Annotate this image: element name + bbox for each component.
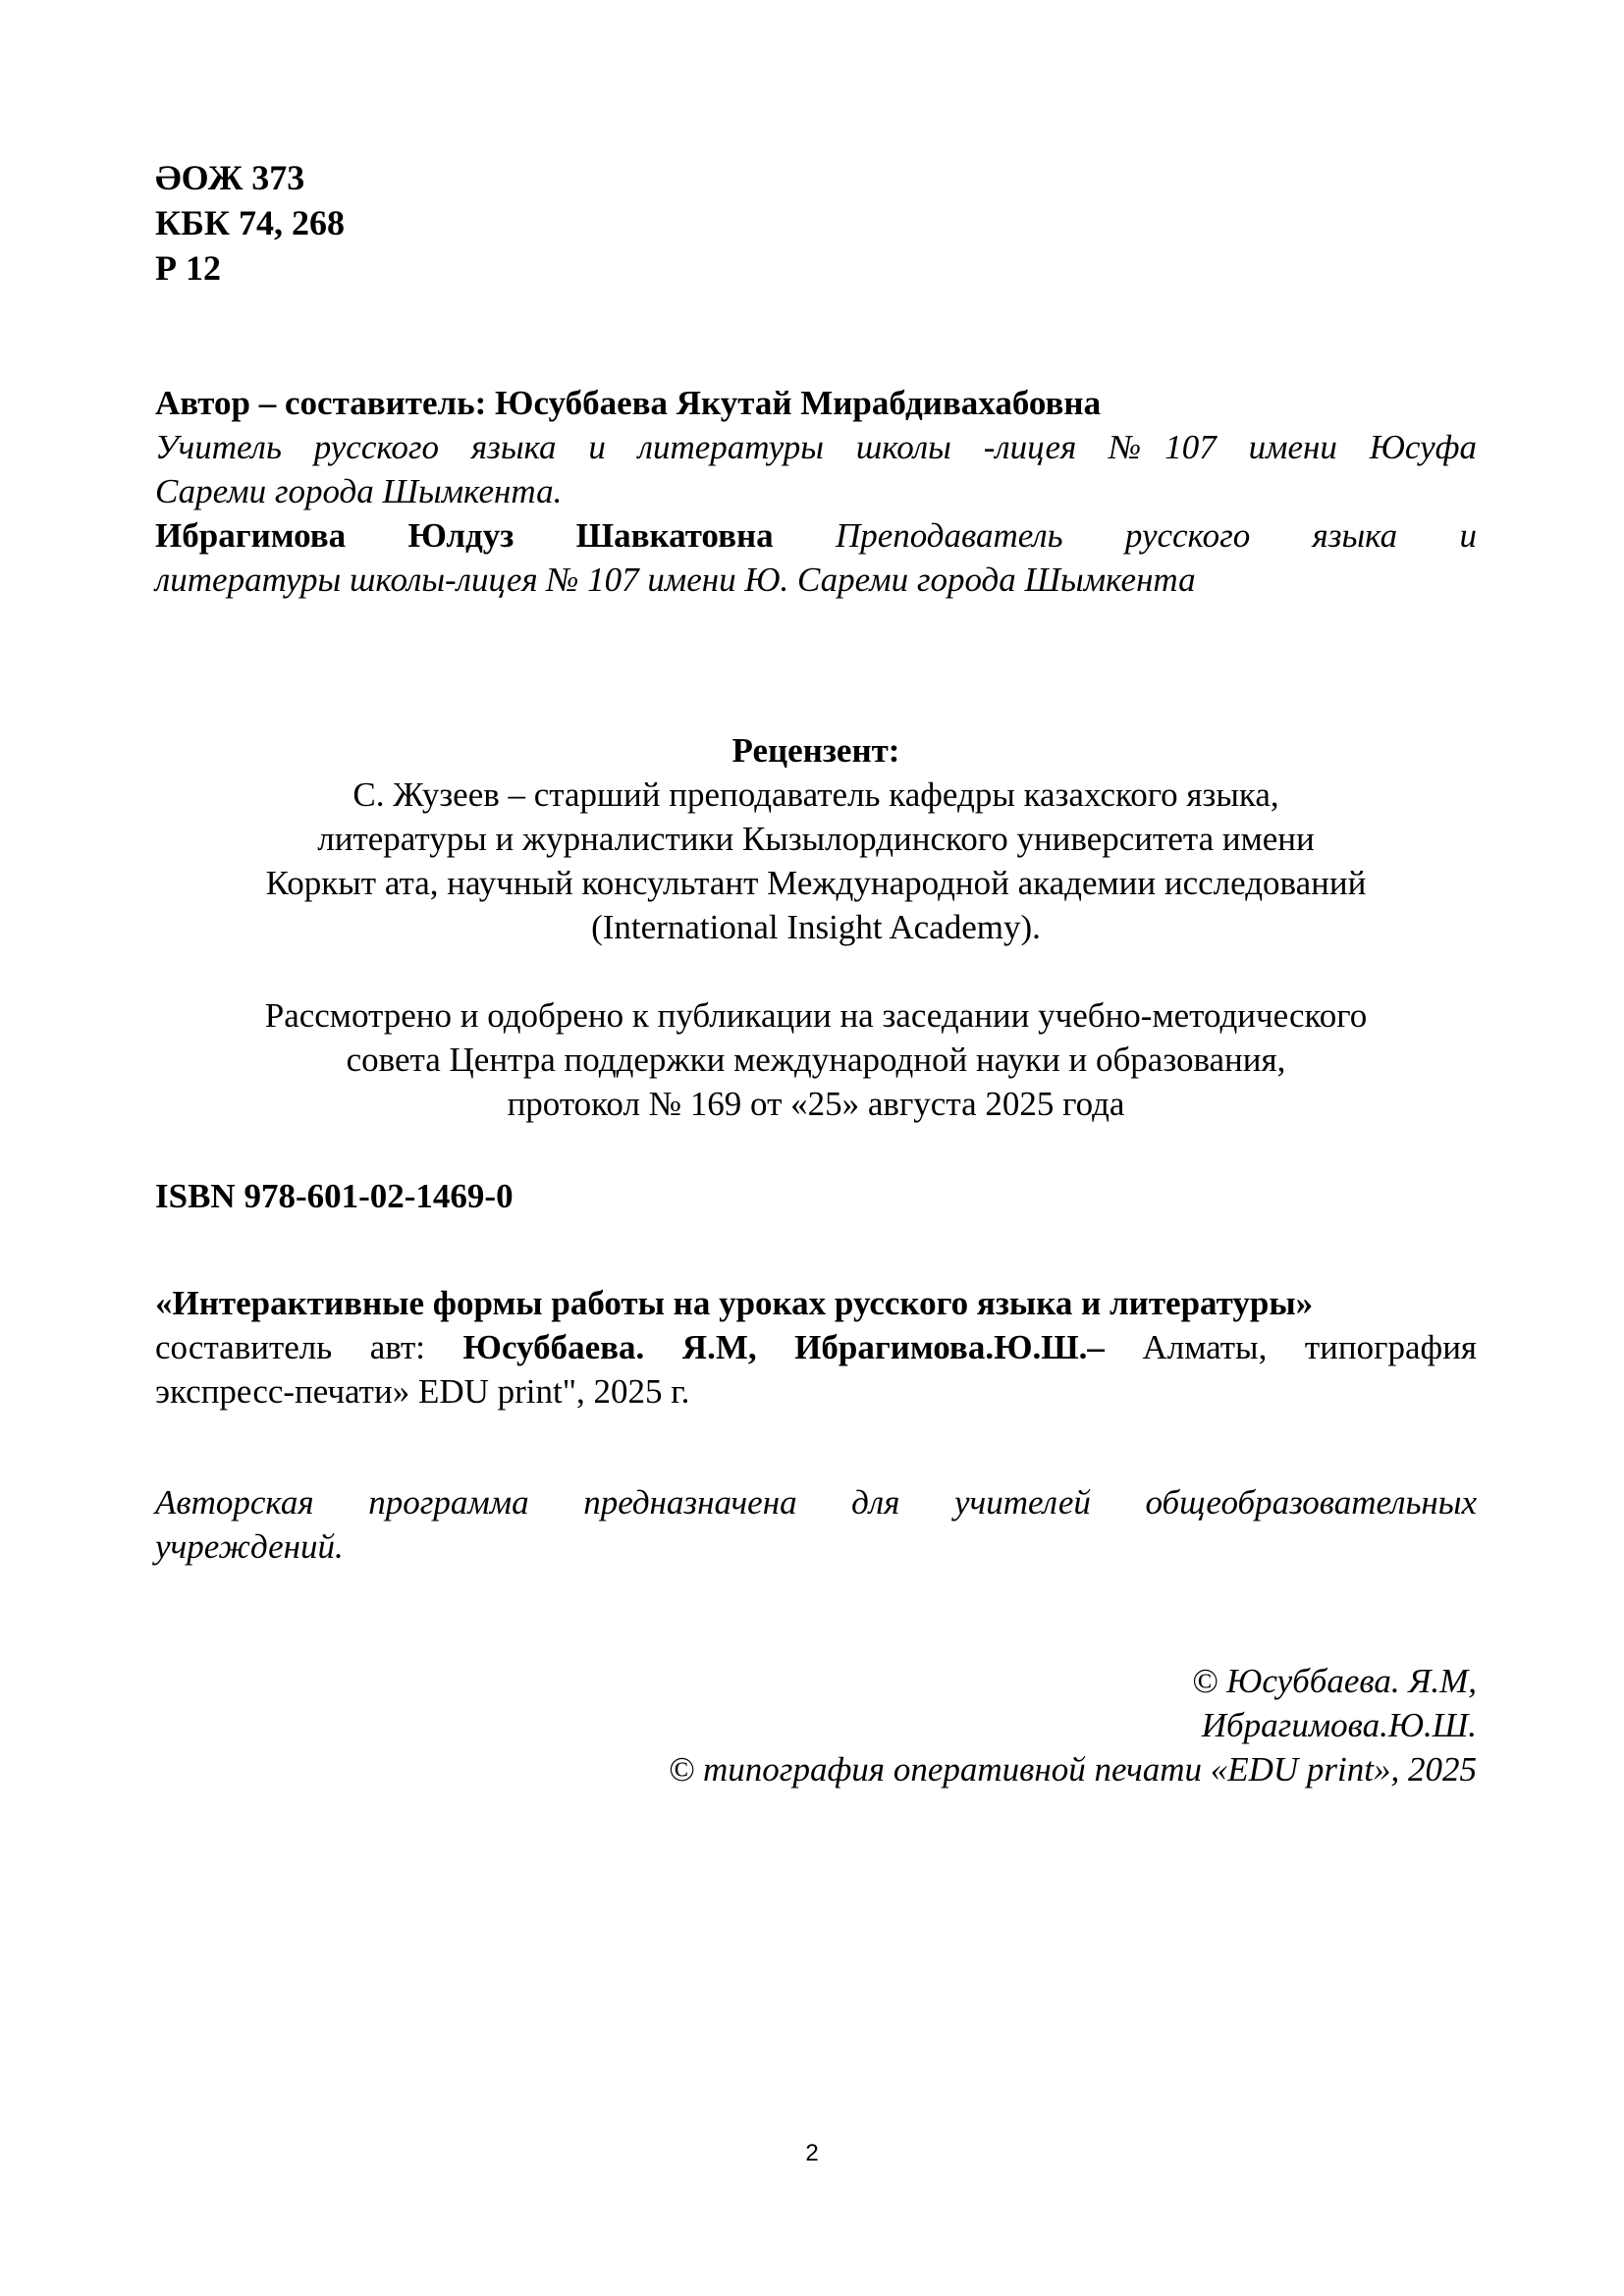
reviewer-heading: Рецензент: (731, 731, 900, 770)
approval-line: совета Центра поддержки международной науки и образования, (346, 1041, 1286, 1079)
author1-name: Юсуббаева Якутай Мирабдивахабовна (495, 384, 1102, 422)
reviewer-line: Коркыт ата, научный консультант Международной академии исследований (265, 864, 1367, 902)
reviewer-line: (International Insight Academy). (591, 908, 1041, 946)
citation-line2 (155, 1325, 1477, 1369)
author2-role-line2: литературы школы-лицея № 107 имени Ю. Сареми города Шымкента (155, 561, 1196, 599)
author2-role-line1: Преподаватель русского языка и (835, 516, 1477, 555)
reviewer-line: литературы и журналистики Кызылординского университета имени (317, 820, 1315, 858)
reviewer-section (155, 728, 1477, 949)
publisher-line1: Алматы, типография (1142, 1328, 1478, 1366)
reviewer-line: С. Жузеев – старший преподаватель кафедры казахского языка, (352, 775, 1279, 814)
author1-heading (155, 381, 1477, 425)
page-number: 2 (805, 2140, 819, 2166)
purpose-line1: Авторская программа предназначена для учителей общеобразовательных (155, 1483, 1477, 1522)
lbc-code: КБК 74, 268 (155, 203, 346, 242)
copyright-line: Ибрагимова.Ю.Ш. (1201, 1706, 1477, 1744)
author2-name: Ибрагимова Юлдуз Шавкатовна (155, 516, 774, 555)
author-label: Автор – составитель: (155, 384, 487, 422)
approval-line: протокол № 169 от «25» августа 2025 года (507, 1085, 1125, 1123)
isbn: ISBN 978-601-02-1469-0 (155, 1177, 514, 1215)
publisher-line2: экспресс-печати» EDU print", 2025 г. (155, 1372, 690, 1411)
copyright-line: © Юсуббаева. Я.М, (1191, 1662, 1477, 1700)
approval-line: Рассмотрено и одобрено к публикации на заседании учебно-методического (264, 996, 1368, 1035)
author1-role-line2: Сареми города Шымкента. (155, 472, 563, 510)
classification-codes (155, 155, 1477, 291)
compiler-names: Юсуббаева. Я.М, Ибрагимова.Ю.Ш.– (462, 1328, 1105, 1366)
book-title: «Интерактивные формы работы на уроках русского языка и литературы» (155, 1284, 1314, 1322)
author-mark: Р 12 (155, 248, 221, 288)
copyright-line: © типография оперативной печати «EDU print», 2025 (668, 1750, 1477, 1789)
citation-section (155, 1281, 1477, 1414)
purpose-line2: учреждений. (155, 1527, 344, 1566)
author2-line1 (155, 513, 1477, 558)
purpose-section (155, 1480, 1477, 1569)
author1-role-line1: Учитель русского языка и литературы школы -лицея №107 имени Юсуфа (155, 428, 1477, 466)
copyright-section (155, 1659, 1477, 1791)
udc-code: ӘОЖ 373 (155, 158, 305, 197)
approval-section (155, 993, 1477, 1126)
compiler-prefix: составитель авт: (155, 1328, 425, 1366)
authors-section (155, 381, 1477, 602)
